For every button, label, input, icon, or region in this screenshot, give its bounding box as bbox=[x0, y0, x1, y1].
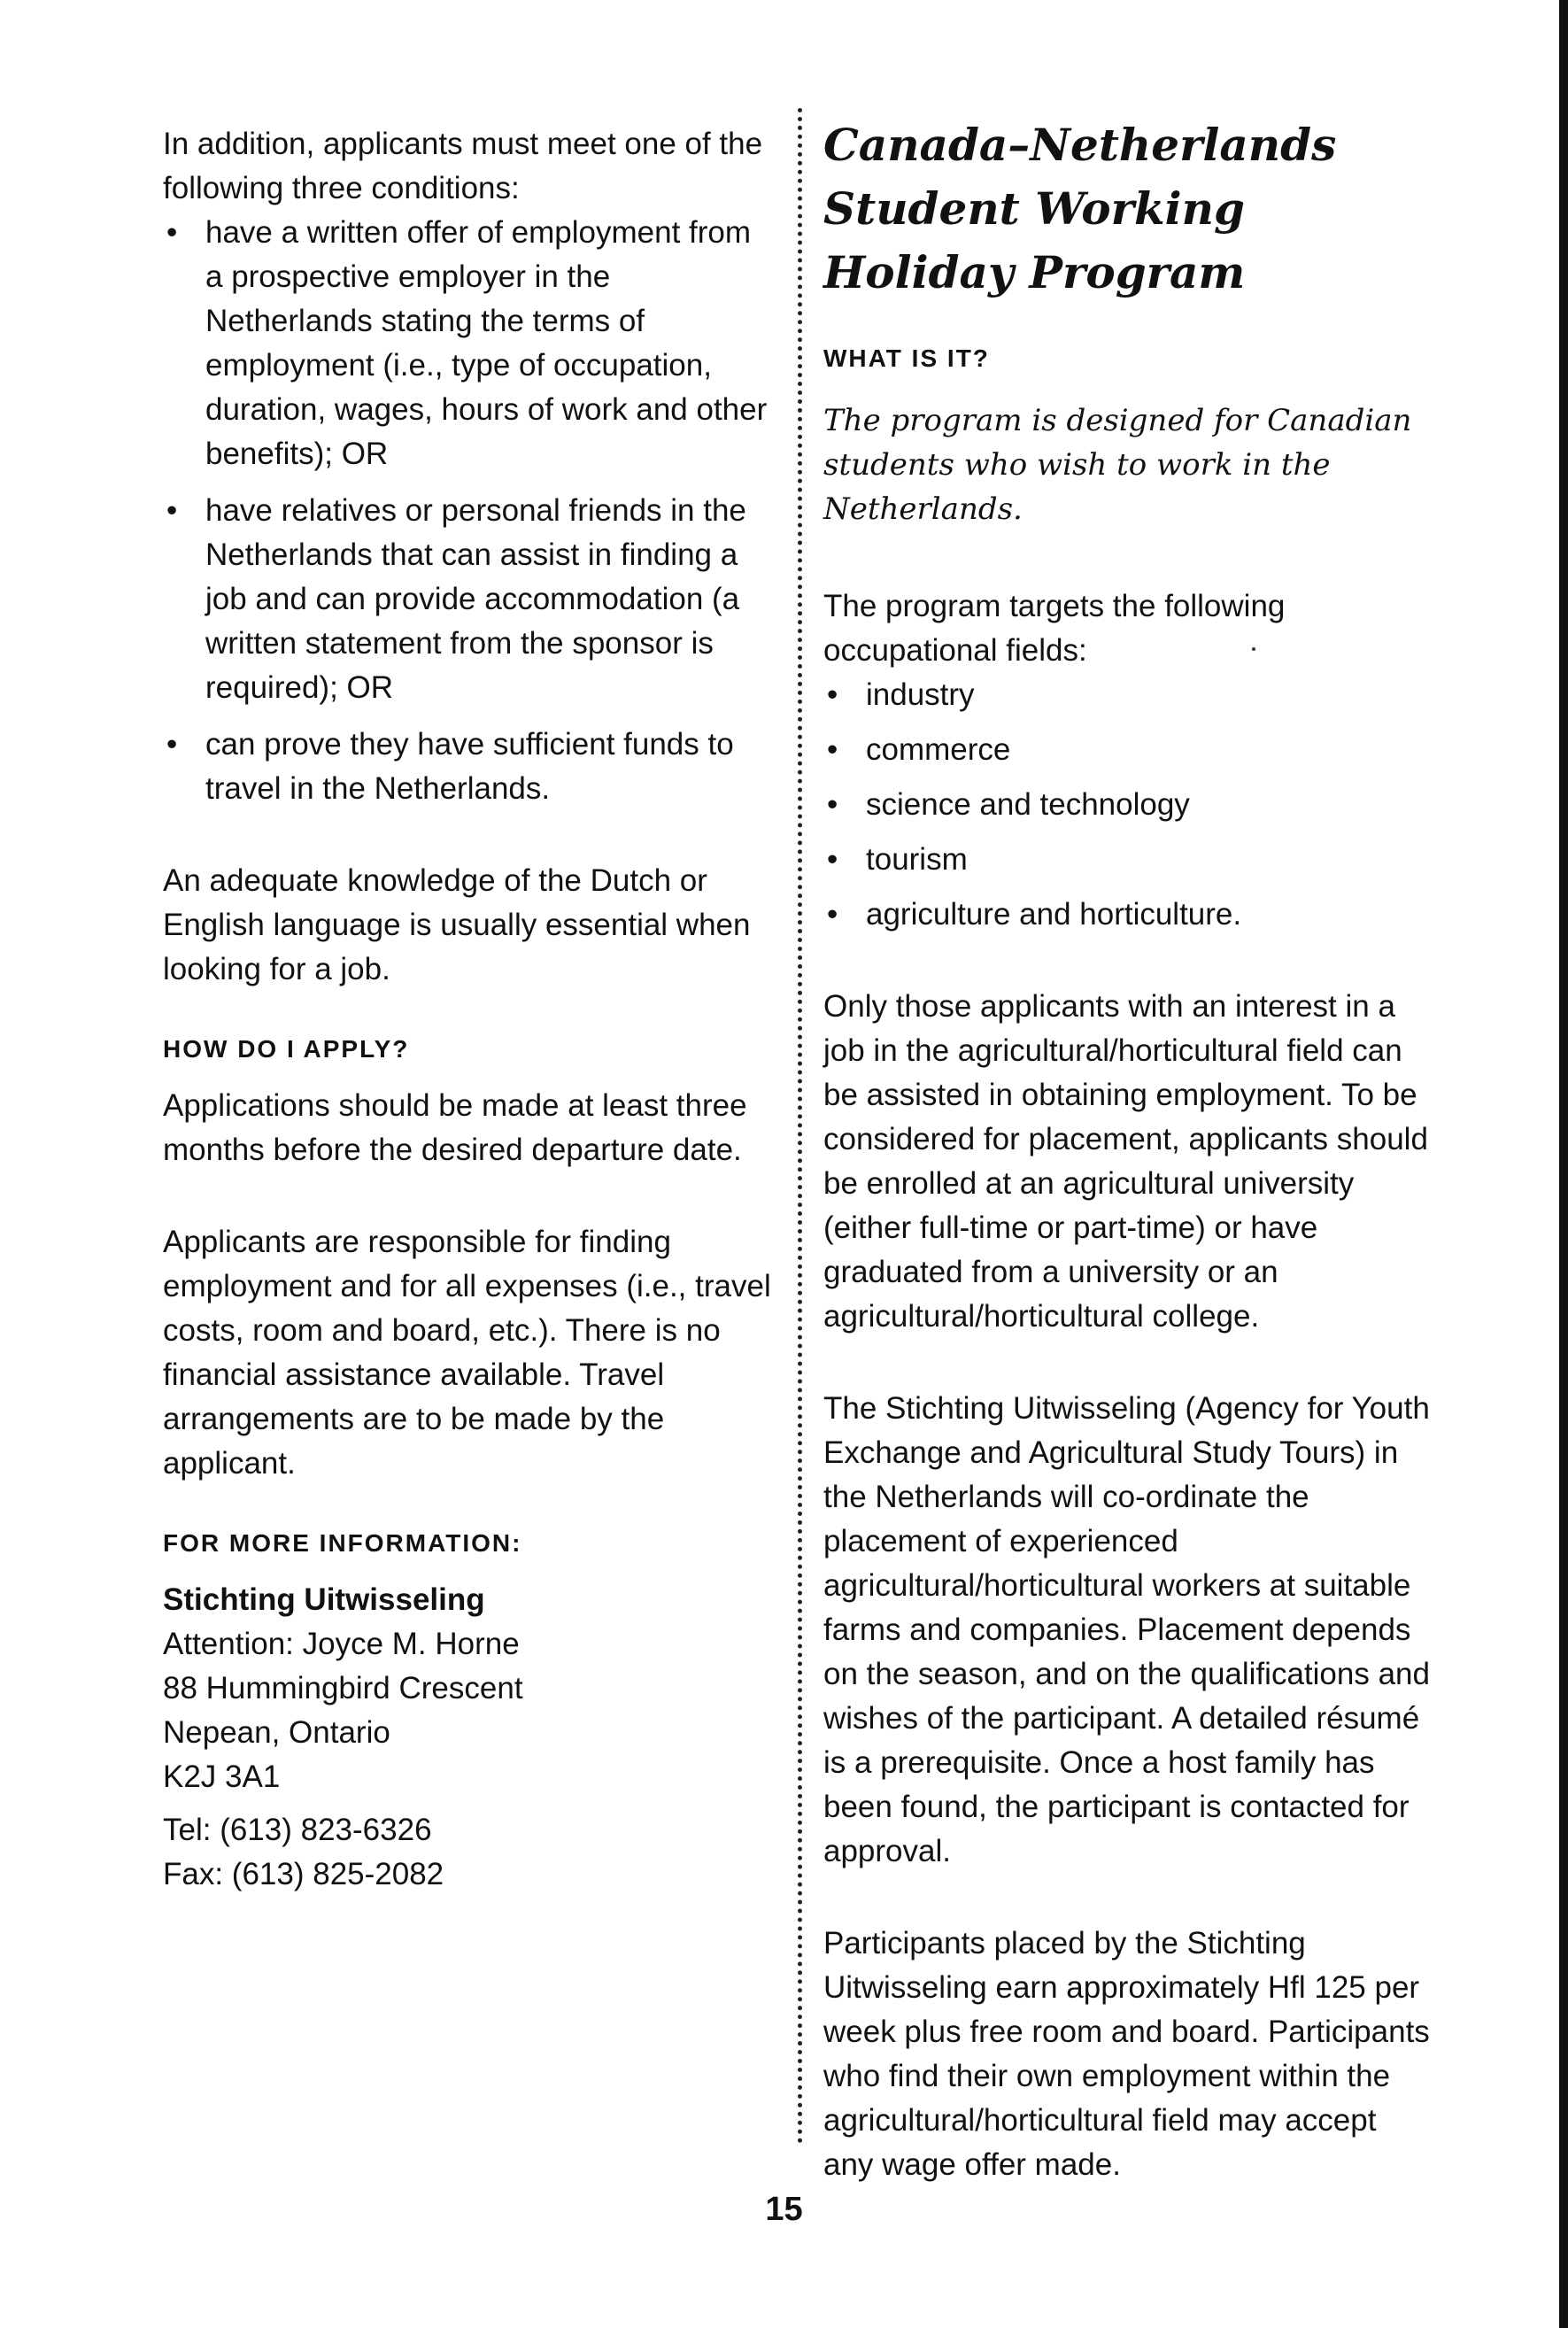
contact-fax: Fax: (613) 825-2082 bbox=[163, 1857, 444, 1891]
contact-postal: K2J 3A1 bbox=[163, 1760, 281, 1794]
apply-responsibility-paragraph: Applicants are responsible for finding employment and for all expenses (i.e., travel costs, room and board, etc.). There is no financial assistance available. Travel arrangements are to be made by the applicant. bbox=[163, 1225, 771, 1481]
contact-org: Stichting Uitwisseling bbox=[163, 1582, 485, 1617]
left-column bbox=[163, 122, 774, 1897]
list-item: • commerce bbox=[823, 728, 1434, 772]
list-item: • have a written offer of employment from a prospective employer in the Netherlands stating the terms of employment (i.e., type of occupation, duration, wages, hours of work and other benefits); OR bbox=[163, 211, 774, 476]
contact-tel: Tel: (613) 823-6326 bbox=[163, 1813, 432, 1847]
column-divider bbox=[798, 108, 802, 2145]
apply-timing-paragraph: Applications should be made at least three months before the desired departure date. bbox=[163, 1088, 747, 1167]
list-item: • agriculture and horticulture. bbox=[823, 893, 1434, 937]
how-to-apply-heading: HOW DO I APPLY? bbox=[163, 1035, 410, 1063]
placement-paragraph: The Stichting Uitwisseling (Agency for Youth Exchange and Agricultural Study Tours) in the Netherlands will co-ordinate the placement of experienced agricultural/horticultural workers at suitable farms and companies. Placement depends on the season, and on the qualifications and wishes of the participant. A detailed résumé is a prerequisite. Once a host family has been found, the participant is contacted for approval. bbox=[823, 1391, 1430, 1868]
right-column bbox=[823, 113, 1434, 2187]
language-note: An adequate knowledge of the Dutch or English language is usually essential when looking for a job. bbox=[163, 863, 751, 986]
list-item: • industry bbox=[823, 673, 1434, 717]
wages-paragraph: Participants placed by the Stichting Uitwisseling earn approximately Hfl 125 per week plus free room and board. Participants who find their own employment within the agricultural/horticultural field may accept any wage offer made. bbox=[823, 1926, 1430, 2182]
list-item: • tourism bbox=[823, 838, 1434, 882]
contact-street: 88 Hummingbird Crescent bbox=[163, 1671, 523, 1705]
contact-block bbox=[163, 1578, 774, 1897]
conditions-intro: In addition, applicants must meet one of the following three conditions: bbox=[163, 127, 763, 205]
list-item: • science and technology bbox=[823, 783, 1434, 827]
fields-list bbox=[823, 673, 1434, 937]
program-title: Canada–Netherlands Student Working Holiday Program bbox=[823, 119, 1337, 298]
program-intro: The program is designed for Canadian students who wish to work in the Netherlands. bbox=[823, 403, 1412, 527]
contact-city: Nepean, Ontario bbox=[163, 1715, 390, 1750]
what-is-it-heading: WHAT IS IT? bbox=[823, 344, 990, 372]
conditions-list bbox=[163, 211, 774, 811]
eligibility-paragraph: Only those applicants with an interest in a job in the agricultural/horticultural field can be assisted in obtaining employment. To be considered for placement, applicants should be enrolled at an agricultural university (either full-time or part-time) or have graduated from a university or an agricultural/horticultural college. bbox=[823, 989, 1428, 1334]
fields-intro: The program targets the following occupational fields: bbox=[823, 589, 1286, 668]
list-item: • have relatives or personal friends in the Netherlands that can assist in finding a job and can provide accommodation (a written statement from the sponsor is required); OR bbox=[163, 489, 774, 710]
list-item: • can prove they have sufficient funds to travel in the Netherlands. bbox=[163, 723, 774, 811]
more-info-heading: FOR MORE INFORMATION: bbox=[163, 1529, 522, 1557]
contact-attention: Attention: Joyce M. Horne bbox=[163, 1627, 520, 1661]
page-number: 15 bbox=[765, 2191, 803, 2228]
page-edge bbox=[1559, 0, 1568, 2328]
